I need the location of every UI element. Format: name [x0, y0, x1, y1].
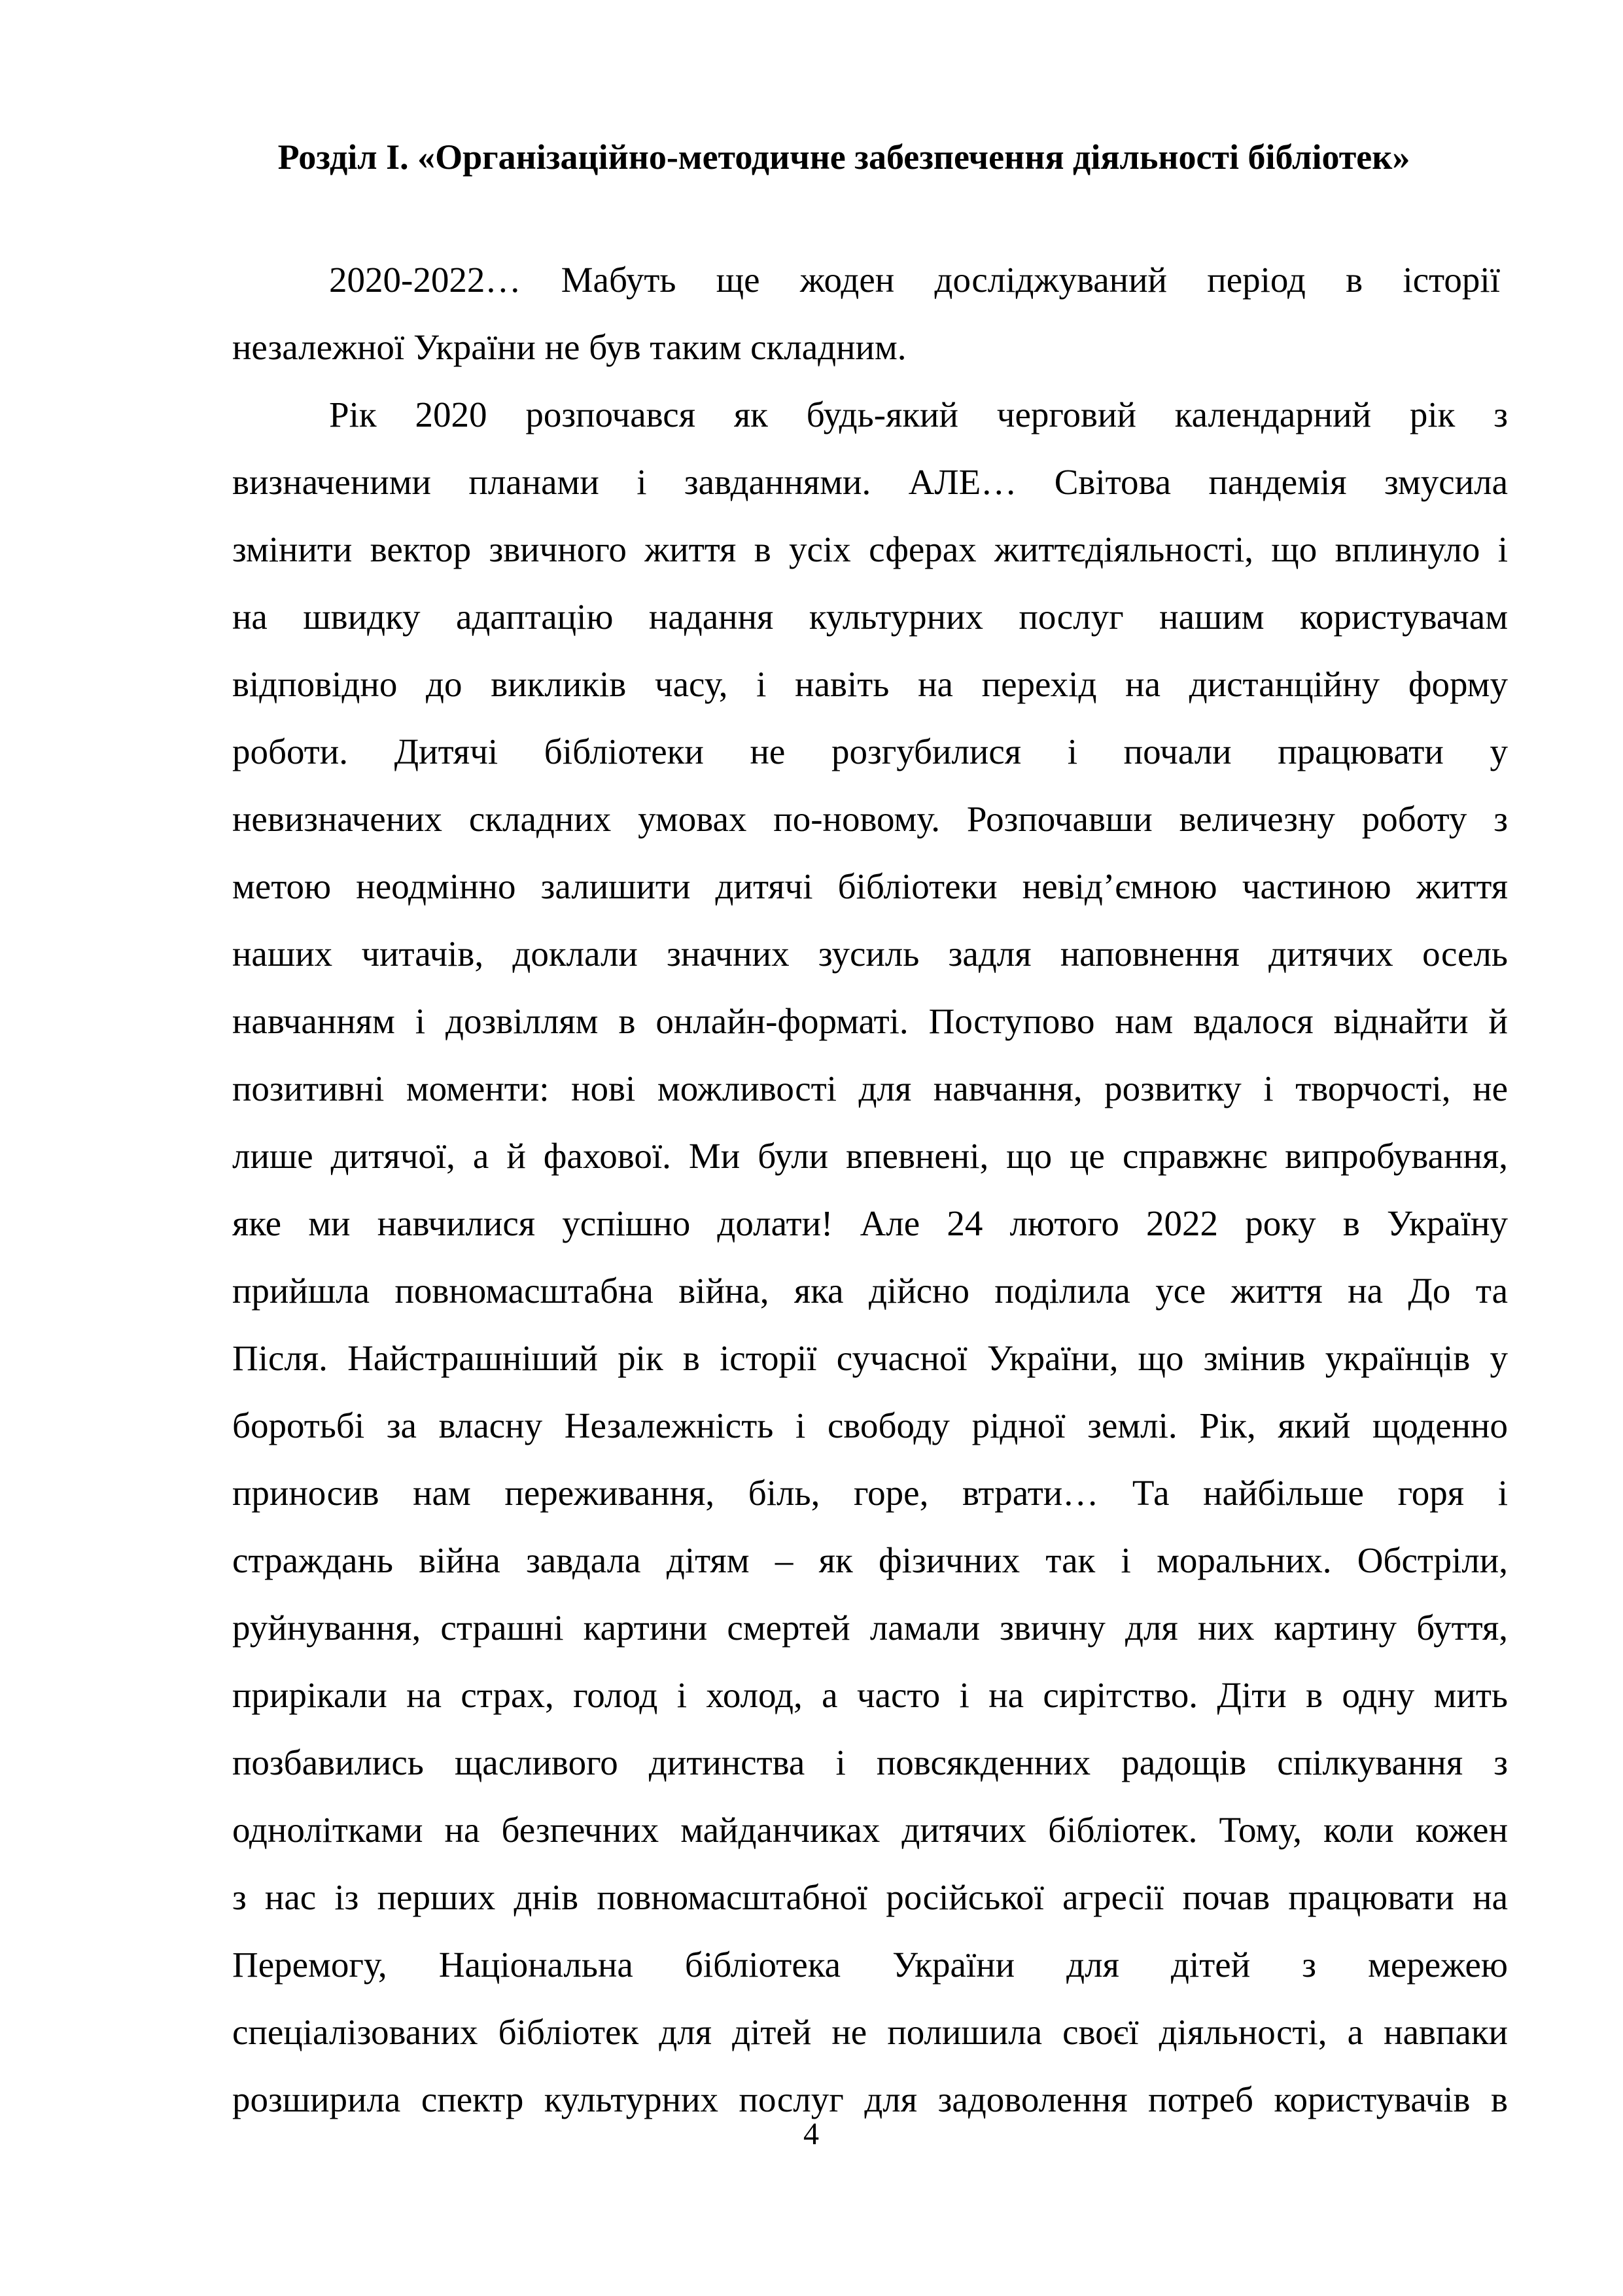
text-line: наших читачів, доклали значних зусиль задля наповнення дитячих осель	[232, 934, 1508, 974]
text-line: визначеними планами і завданнями. АЛЕ… Світова пандемія змусила	[232, 462, 1508, 502]
text-line: з нас із перших днів повномасштабної російської агресії почав працювати на	[232, 1877, 1508, 1917]
text-line: Перемогу, Національна бібліотека України для дітей з мережею	[232, 1945, 1508, 1985]
text-line: спеціалізованих бібліотек для дітей не полишила своєї діяльності, а навпаки	[232, 2012, 1508, 2052]
text-line: боротьбі за власну Незалежність і свободу рідної землі. Рік, який щоденно	[232, 1405, 1508, 1445]
page-number: 4	[803, 2117, 819, 2151]
text-line: лише дитячої, а й фахової. Ми були впевнені, що це справжнє випробування,	[232, 1136, 1508, 1176]
text-line: на швидку адаптацію надання культурних послуг нашим користувачам	[232, 597, 1508, 637]
text-line: незалежної України не був таким складним.	[232, 327, 907, 367]
text-line: Після. Найстрашніший рік в історії сучасної України, що змінив українців у	[232, 1338, 1508, 1378]
text-line: роботи. Дитячі бібліотеки не розгубилися і почали працювати у	[232, 732, 1508, 771]
text-line: метою неодмінно залишити дитячі бібліотеки невід’ємною частиною життя	[232, 866, 1508, 906]
text-line: приносив нам переживання, біль, горе, втрати… Та найбільше горя і	[232, 1473, 1508, 1513]
text-line: навчанням і дозвіллям в онлайн-форматі. Поступово нам вдалося віднайти й	[232, 1001, 1508, 1041]
text-line: позитивні моменти: нові можливості для навчання, розвитку і творчості, не	[232, 1069, 1508, 1108]
text-line: прийшла повномасштабна війна, яка дійсно поділила усе життя на До та	[232, 1271, 1508, 1311]
section-heading: Розділ І. «Організаційно-методичне забезпечення діяльності бібліотек»	[277, 137, 1410, 177]
text-line: змінити вектор звичного життя в усіх сферах життєдіяльності, що вплинуло і	[232, 529, 1508, 569]
text-line: 2020-2022… Мабуть ще жоден досліджуваний період в історії	[329, 260, 1500, 300]
text-line: позбавились щасливого дитинства і повсякденних радощів спілкування з	[232, 1742, 1508, 1782]
text-line: однолітками на безпечних майданчиках дитячих бібліотек. Тому, коли кожен	[232, 1810, 1508, 1850]
text-line: розширила спектр культурних послуг для задоволення потреб користувачів в	[232, 2079, 1508, 2119]
text-line: Рік 2020 розпочався як будь-який черговий календарний рік з	[329, 395, 1508, 434]
text-line: яке ми навчилися успішно долати! Але 24 лютого 2022 року в Україну	[232, 1203, 1508, 1243]
body-text	[232, 246, 1508, 2133]
text-line: відповідно до викликів часу, і навіть на перехід на дистанційну форму	[232, 664, 1508, 704]
text-line: страждань війна завдала дітям – як фізичних так і моральних. Обстріли,	[232, 1540, 1508, 1580]
text-line: невизначених складних умовах по-новому. Розпочавши величезну роботу з	[232, 799, 1508, 839]
text-line: руйнування, страшні картини смертей ламали звичну для них картину буття,	[232, 1608, 1508, 1648]
text-line: прирікали на страх, голод і холод, а часто і на сирітство. Діти в одну мить	[232, 1675, 1508, 1715]
